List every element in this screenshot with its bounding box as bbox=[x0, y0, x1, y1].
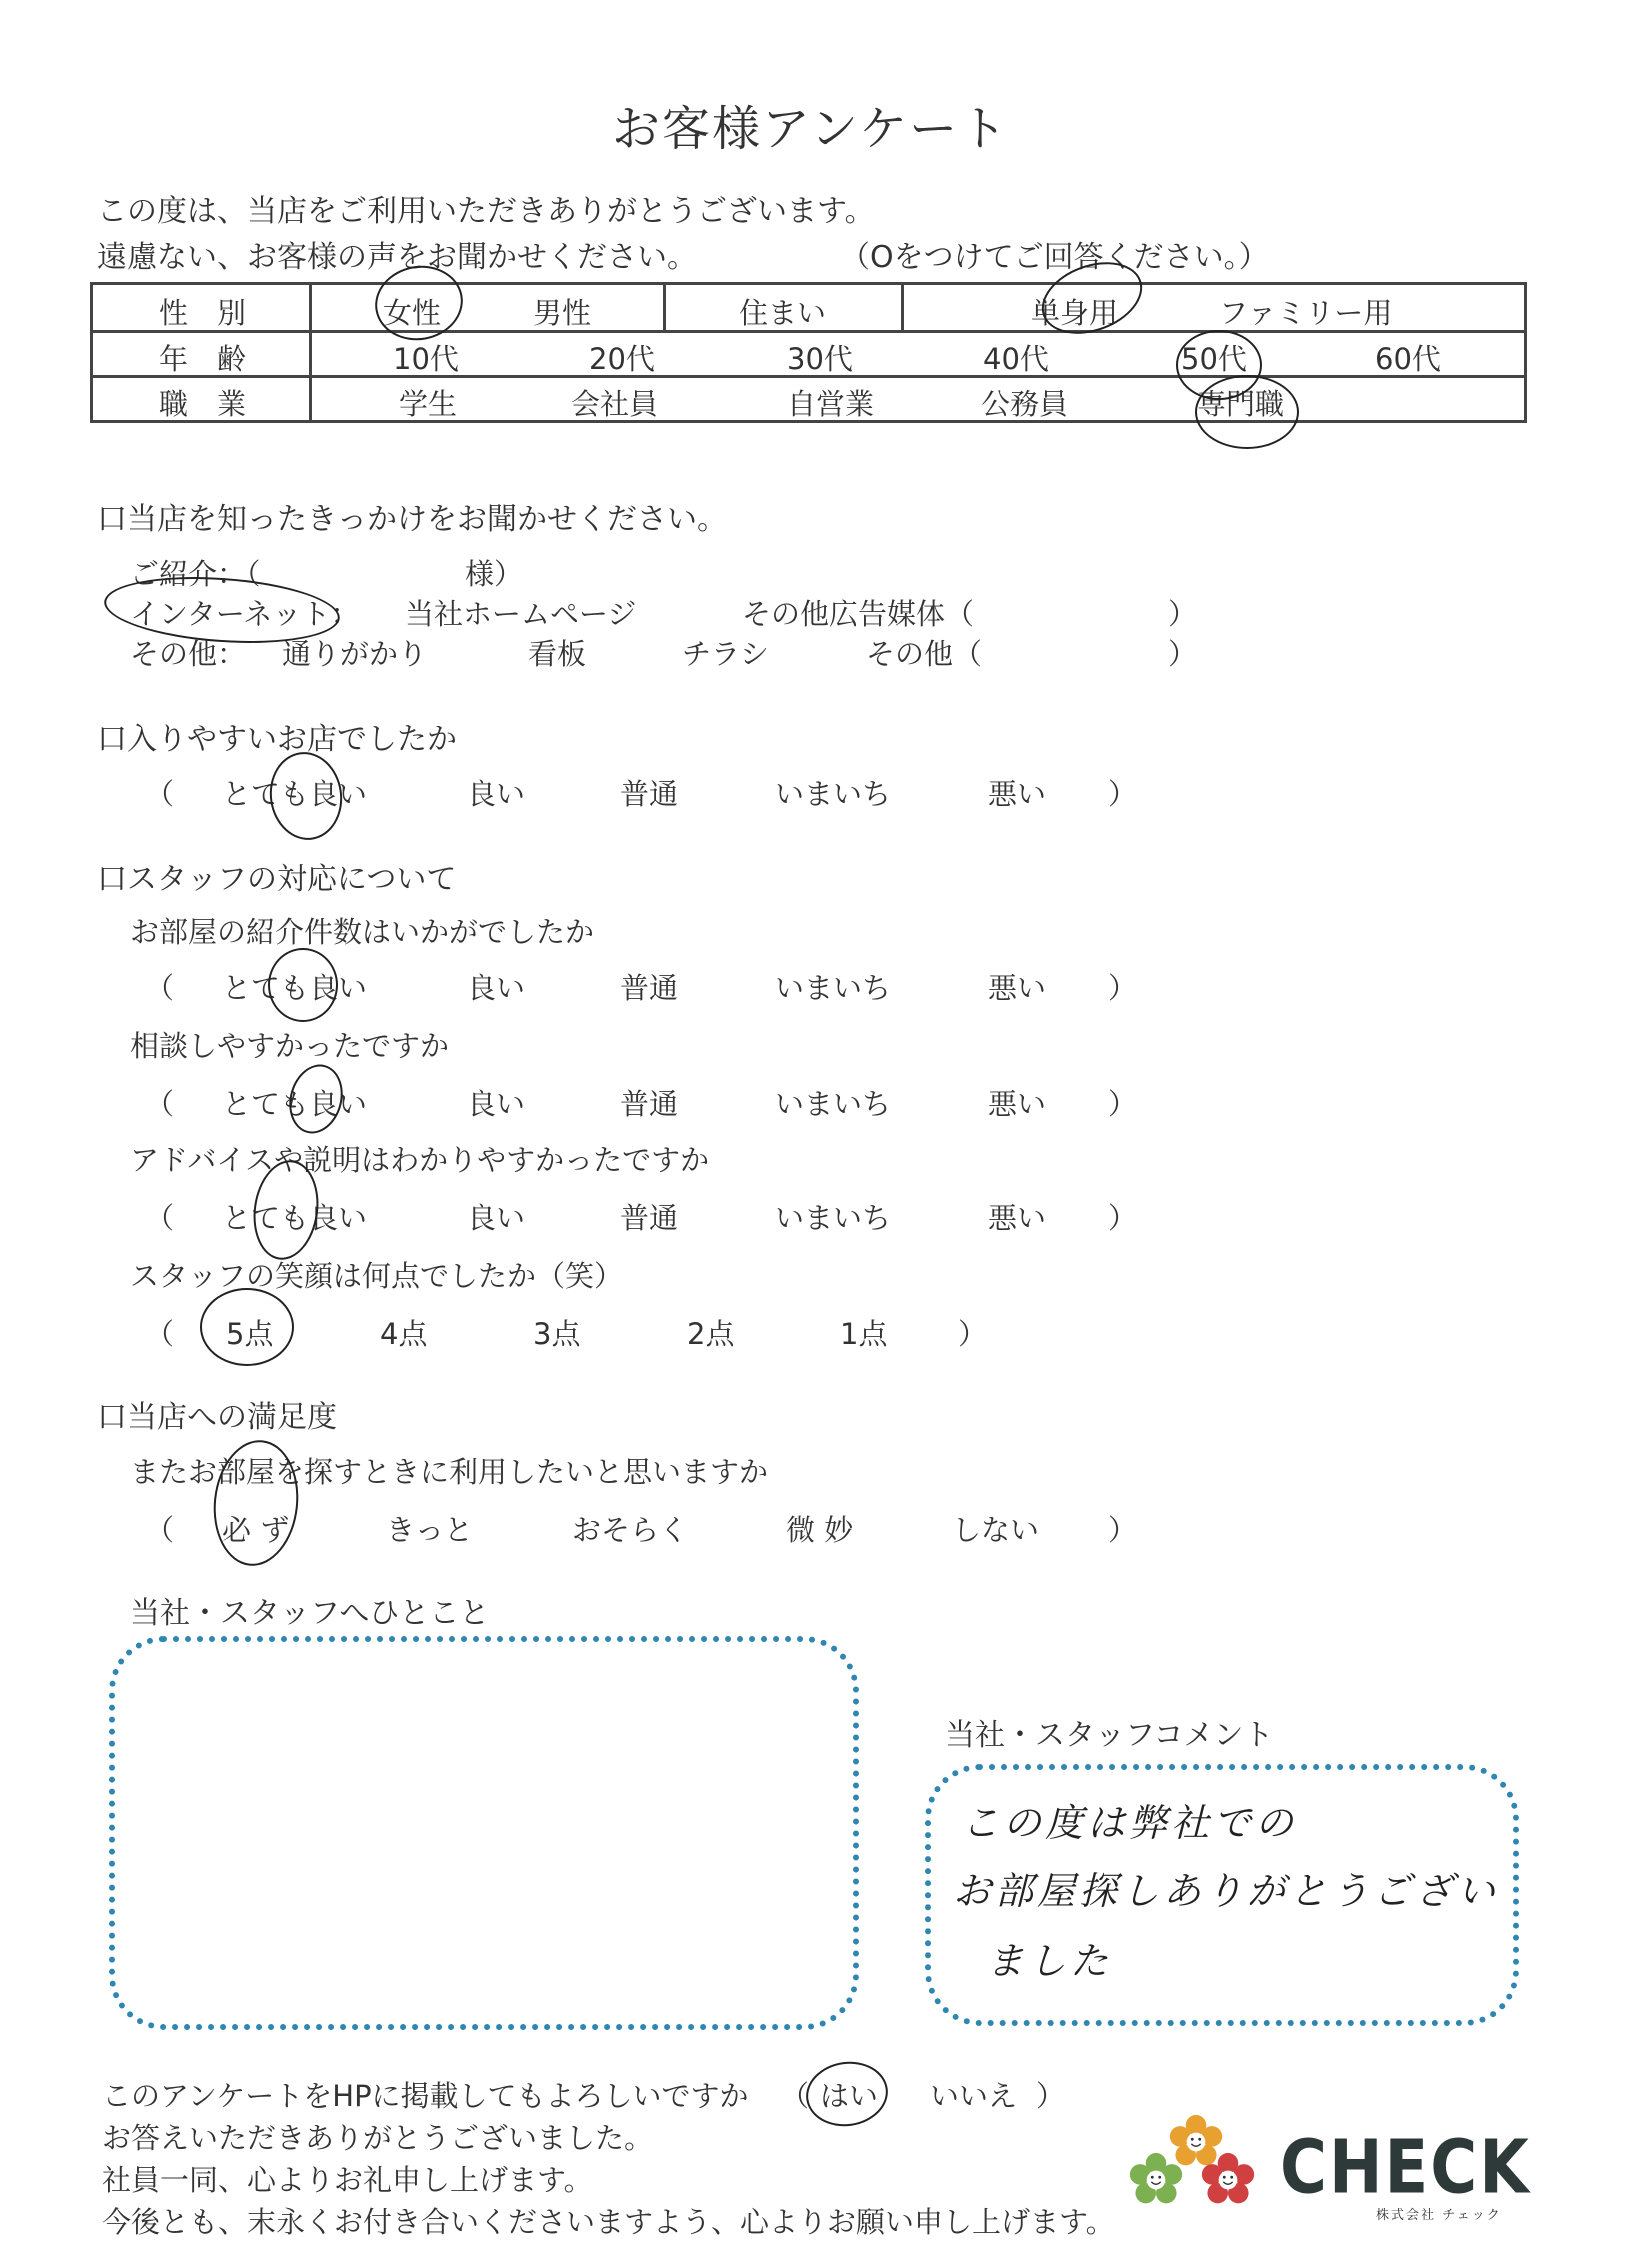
logo-subtitle: 株式会社 チェック bbox=[1376, 2208, 1502, 2223]
label-occupation: 職 業 bbox=[159, 387, 247, 421]
closing-line-1: お答えいただきありがとうございました。 bbox=[102, 2121, 654, 2155]
option-good[interactable]: 良い bbox=[467, 777, 526, 811]
option-male[interactable]: 男性 bbox=[533, 296, 592, 330]
close-paren: ） bbox=[1108, 1201, 1138, 1235]
open-paren: （ bbox=[145, 1087, 175, 1121]
customer-comment-box[interactable] bbox=[109, 1636, 859, 2030]
q3-option-very-good[interactable]: とても良い bbox=[222, 1201, 368, 1235]
option-so-so[interactable]: いまいち bbox=[775, 777, 892, 811]
open-paren: （ bbox=[145, 1201, 175, 1235]
q2-option-average[interactable]: 普通 bbox=[620, 1087, 679, 1121]
other-label: その他： bbox=[130, 637, 247, 671]
intro-instruction: （Oをつけてご回答ください。） bbox=[840, 240, 1269, 275]
label-gender: 性 別 bbox=[159, 296, 247, 330]
section-satisfaction-header: 口当店への満足度 bbox=[97, 1400, 337, 1435]
profile-table bbox=[90, 282, 1527, 423]
option-other[interactable]: その他（ bbox=[866, 637, 983, 671]
q4-option-3[interactable]: 3点 bbox=[533, 1317, 581, 1351]
option-signboard[interactable]: 看板 bbox=[528, 637, 587, 671]
staff-comment-line-2: お部屋探しありがとうござい bbox=[953, 1869, 1500, 1913]
close-paren: ） bbox=[1108, 777, 1138, 811]
row-occupation bbox=[93, 378, 1524, 423]
staff-q3-text: アドバイスや説明はわかりやすかったですか bbox=[130, 1143, 710, 1177]
referral-label: ご紹介：（ bbox=[130, 557, 261, 591]
option-family[interactable]: ファミリー用 bbox=[1219, 296, 1393, 330]
option-10s[interactable]: 10代 bbox=[393, 342, 459, 376]
page-title: お客様アンケート bbox=[612, 101, 1010, 157]
q1-option-bad[interactable]: 悪い bbox=[988, 971, 1047, 1005]
q3-option-good[interactable]: 良い bbox=[467, 1201, 526, 1235]
option-probably[interactable]: おそらく bbox=[572, 1513, 689, 1547]
q2-option-so-so[interactable]: いまいち bbox=[775, 1087, 892, 1121]
closing-line-3: 今後とも、末永くお付き合いくださいますよう、心よりお願い申し上げます。 bbox=[102, 2205, 1115, 2239]
q4-option-1[interactable]: 1点 bbox=[840, 1317, 888, 1351]
option-passing-by[interactable]: 通りがかり bbox=[282, 637, 428, 671]
q3-option-so-so[interactable]: いまいち bbox=[775, 1201, 892, 1235]
intro-line-2: 遠慮ない、お客様の声をお聞かせください。 bbox=[97, 240, 697, 275]
green-flower-icon bbox=[1128, 2152, 1184, 2208]
q1-option-so-so[interactable]: いまいち bbox=[775, 971, 892, 1005]
section-discovery-header: 口当店を知ったきっかけをお聞かせください。 bbox=[97, 502, 727, 537]
option-50s[interactable]: 50代 bbox=[1181, 342, 1247, 376]
close-paren: ） bbox=[1108, 1513, 1138, 1547]
staff-q4-text: スタッフの笑顔は何点でしたか（笑） bbox=[130, 1259, 624, 1293]
option-other-ad-media[interactable]: その他広告媒体（ bbox=[742, 597, 975, 631]
option-self-employed[interactable]: 自営業 bbox=[787, 387, 875, 421]
option-30s[interactable]: 30代 bbox=[787, 342, 853, 376]
red-flower-icon bbox=[1200, 2152, 1256, 2208]
option-20s[interactable]: 20代 bbox=[589, 342, 655, 376]
publish-no[interactable]: いいえ bbox=[930, 2079, 1018, 2113]
open-paren: （ bbox=[145, 971, 175, 1005]
staff-comment-line-1: この度は弊社での bbox=[961, 1801, 1298, 1845]
open-paren: （ bbox=[145, 1513, 175, 1547]
q1-option-average[interactable]: 普通 bbox=[620, 971, 679, 1005]
option-surely[interactable]: きっと bbox=[386, 1513, 474, 1547]
option-very-good[interactable]: とても良い bbox=[222, 777, 368, 811]
staff-q2-text: 相談しやすかったですか bbox=[130, 1029, 450, 1063]
label-age: 年 齢 bbox=[159, 342, 247, 376]
staff-q1-text: お部屋の紹介件数はいかがでしたか bbox=[130, 915, 595, 949]
customer-comment-label: 当社・スタッフへひとこと bbox=[130, 1596, 490, 1631]
option-female[interactable]: 女性 bbox=[383, 296, 442, 330]
label-residence: 住まい bbox=[739, 296, 827, 330]
close-paren: ） bbox=[958, 1317, 988, 1351]
option-civil-servant[interactable]: 公務員 bbox=[981, 387, 1069, 421]
company-logo bbox=[1128, 2114, 1531, 2224]
option-single[interactable]: 単身用 bbox=[1031, 296, 1119, 330]
q1-option-good[interactable]: 良い bbox=[467, 971, 526, 1005]
option-uncertain[interactable]: 微 妙 bbox=[786, 1513, 854, 1547]
publish-open-paren: （ bbox=[780, 2079, 810, 2113]
option-average[interactable]: 普通 bbox=[620, 777, 679, 811]
option-specialist[interactable]: 専門職 bbox=[1197, 387, 1285, 421]
satisfaction-question: またお部屋を探すときに利用したいと思いますか bbox=[130, 1455, 769, 1489]
option-no[interactable]: しない bbox=[952, 1513, 1040, 1547]
section-ease-header: 口入りやすいお店でしたか bbox=[97, 722, 457, 757]
q4-option-4[interactable]: 4点 bbox=[380, 1317, 428, 1351]
row-age bbox=[93, 333, 1524, 378]
option-bad[interactable]: 悪い bbox=[988, 777, 1047, 811]
intro-line-1: この度は、当店をご利用いただきありがとうございます。 bbox=[97, 194, 875, 229]
publish-close-paren: ） bbox=[1036, 2079, 1066, 2113]
open-paren: （ bbox=[145, 777, 175, 811]
publish-yes[interactable]: はい bbox=[820, 2079, 879, 2113]
open-paren: （ bbox=[145, 1317, 175, 1351]
q3-option-bad[interactable]: 悪い bbox=[988, 1201, 1047, 1235]
closing-line-2: 社員一同、心よりお礼申し上げます。 bbox=[102, 2163, 593, 2197]
q2-option-very-good[interactable]: とても良い bbox=[222, 1087, 368, 1121]
referral-suffix: 様） bbox=[465, 557, 524, 591]
q4-option-2[interactable]: 2点 bbox=[687, 1317, 735, 1351]
divider bbox=[663, 285, 666, 330]
divider bbox=[901, 285, 904, 330]
close-paren: ） bbox=[1108, 1087, 1138, 1121]
option-student[interactable]: 学生 bbox=[399, 387, 458, 421]
option-flyer[interactable]: チラシ bbox=[682, 637, 770, 671]
q2-option-bad[interactable]: 悪い bbox=[988, 1087, 1047, 1121]
row-gender bbox=[93, 285, 1524, 333]
staff-comment-label: 当社・スタッフコメント bbox=[945, 1718, 1274, 1753]
close-paren: ） bbox=[1108, 971, 1138, 1005]
option-40s[interactable]: 40代 bbox=[983, 342, 1049, 376]
other-close-paren: ） bbox=[1168, 637, 1198, 671]
option-company-employee[interactable]: 会社員 bbox=[571, 387, 659, 421]
q3-option-average[interactable]: 普通 bbox=[620, 1201, 679, 1235]
q2-option-good[interactable]: 良い bbox=[467, 1087, 526, 1121]
option-60s[interactable]: 60代 bbox=[1375, 342, 1441, 376]
q4-option-5[interactable]: 5点 bbox=[226, 1317, 274, 1351]
staff-comment-box bbox=[925, 1764, 1519, 2026]
option-company-homepage[interactable]: 当社ホームページ bbox=[405, 597, 637, 631]
staff-comment-line-3: ました bbox=[986, 1939, 1113, 1983]
internet-label[interactable]: インターネット： bbox=[130, 597, 360, 631]
section-staff-header: 口スタッフの対応について bbox=[97, 862, 457, 897]
logo-wordmark: CHECK bbox=[1280, 2126, 1531, 2212]
option-definitely[interactable]: 必 ず bbox=[222, 1513, 290, 1547]
q1-option-very-good[interactable]: とても良い bbox=[222, 971, 368, 1005]
publish-question: このアンケートをHPに掲載してもよろしいですか bbox=[102, 2079, 749, 2113]
internet-close-paren: ） bbox=[1168, 597, 1198, 631]
